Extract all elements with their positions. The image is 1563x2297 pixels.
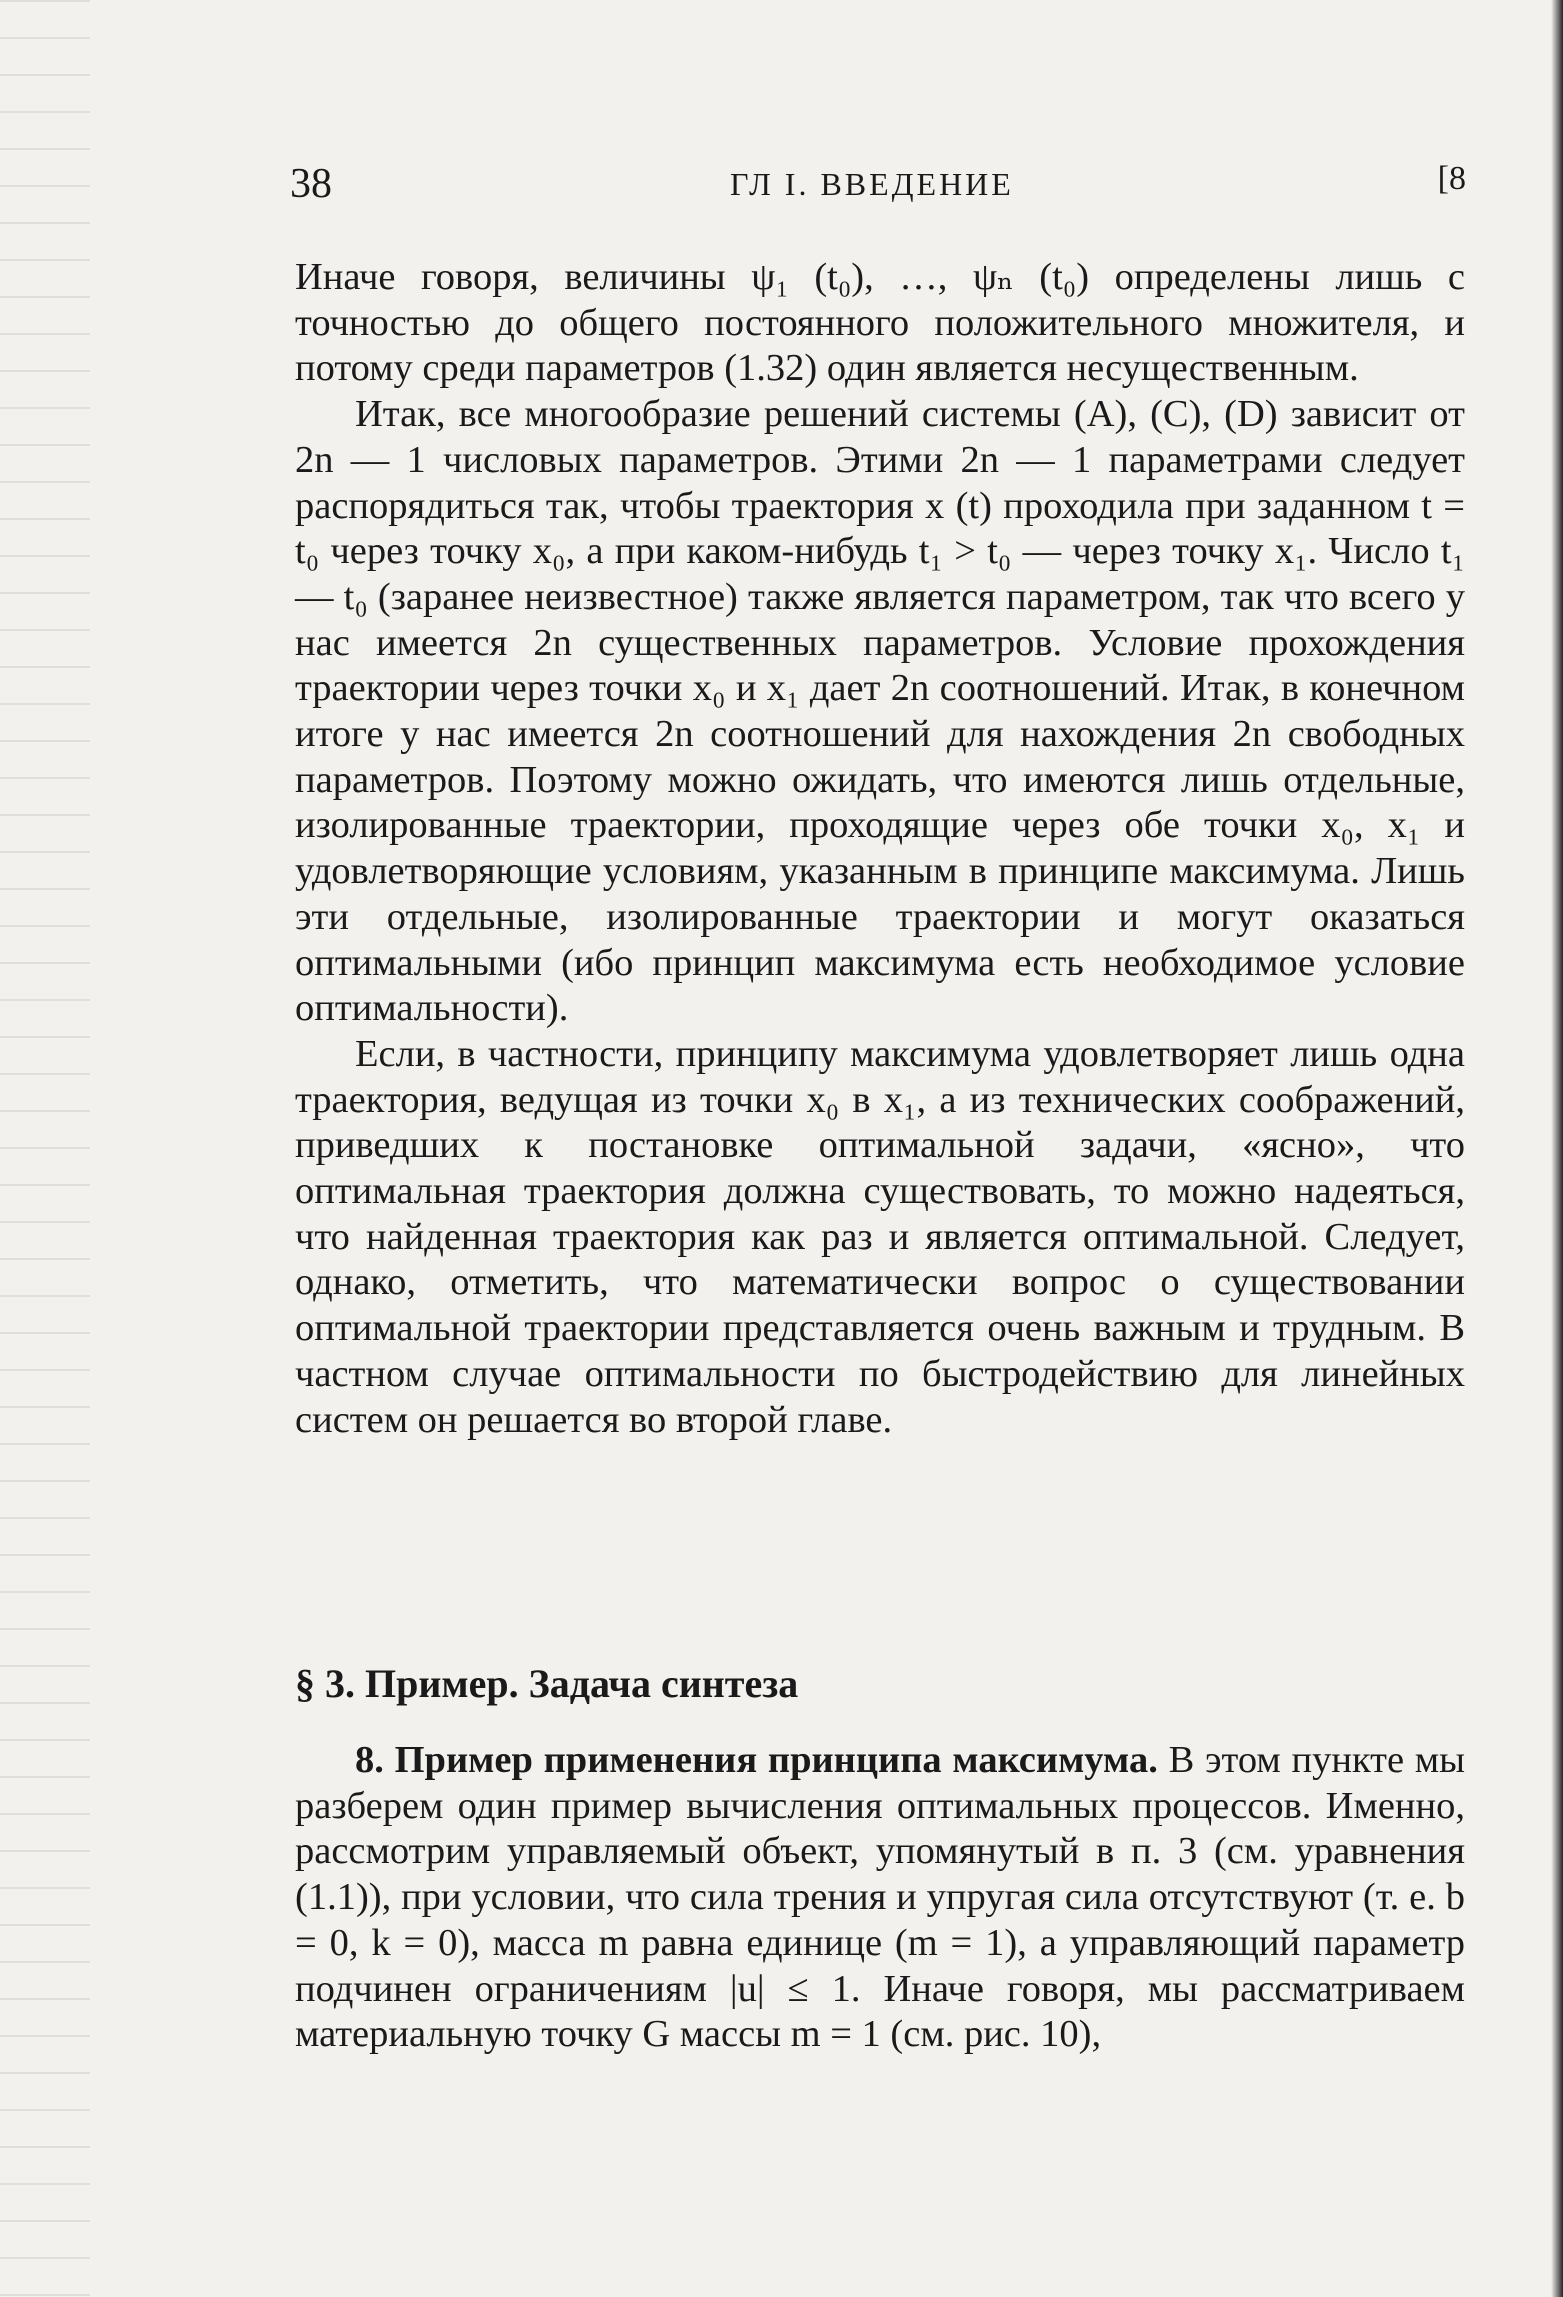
scan-right-edge bbox=[1551, 0, 1563, 2297]
running-head bbox=[290, 160, 1470, 220]
section-heading: § 3. Пример. Задача синтеза bbox=[295, 1661, 799, 1706]
subsection-paragraph bbox=[295, 1738, 1465, 2058]
subsection bbox=[295, 1738, 1465, 2058]
page-number: 38 bbox=[290, 161, 332, 207]
body-text bbox=[295, 255, 1465, 1443]
subsection-title: 8. Пример применения принципа максимума. bbox=[355, 1739, 1158, 1781]
scan-left-edge bbox=[0, 0, 90, 2297]
chapter-title: ГЛ І. ВВЕДЕНИЕ bbox=[730, 166, 1014, 202]
subsection-text: В этом пункте мы разберем один пример вычисления оптимальных процессов. Именно, рассмотрим управляемый объект, упомянутый в п. 3 (см. уравнения (1.1)), при условии, что сила трения и упругая сила отсутствуют (т. е. b = 0, k = 0), масса m равна единице (m = 1), а управляющий параметр подчинен ограничениям |u| ≤ 1. Иначе говоря, мы рассматриваем материальную точку G массы m = 1 (см. рис. 10), bbox=[295, 1739, 1466, 2056]
paragraph-1: Иначе говоря, величины ψ₁ (t₀), …, ψₙ (t₀) определены лишь с точностью до общего постоянного положительного множителя, и потому среди параметров (1.32) один является несущественным. bbox=[295, 256, 1465, 390]
paragraph-2: Итак, все многообразие решений системы (А), (С), (D) зависит от 2n — 1 числовых параметров. Этими 2n — 1 параметрами следует распорядиться так, чтобы траектория x (t) проходила при заданном t = t₀ через точку x₀, а при каком-нибудь t₁ > t₀ — через точку x₁. Число t₁ — t₀ (заранее неизвестное) также является параметром, так что всего у нас имеется 2n существенных параметров. Условие прохождения траектории через точки x₀ и x₁ дает 2n соотношений. Итак, в конечном итоге у нас имеется 2n соотношений для нахождения 2n свободных параметров. Поэтому можно ожидать, что имеются лишь отдельные, изолированные траектории, проходящие через обе точки x₀, x₁ и удовлетворяющие условиям, указанным в принципе максимума. Лишь эти отдельные, изолированные траектории и могут оказаться оптимальными (ибо принцип максимума есть необходимое условие оптимальности). bbox=[295, 393, 1465, 1030]
paragraph-3: Если, в частности, принципу максимума удовлетворяет лишь одна траектория, ведущая из точки x₀ в x₁, а из технических соображений, приведших к постановке оптимальной задачи, «ясно», что оптимальная траектория должна существовать, то можно надеяться, что найденная траектория как раз и является оптимальной. Следует, однако, отметить, что математически вопрос о существовании оптимальной траектории представляется очень важным и трудным. В частном случае оптимальности по быстродействию для линейных систем он решается во второй главе. bbox=[295, 1032, 1465, 1441]
section-reference: [8 bbox=[1437, 160, 1466, 197]
